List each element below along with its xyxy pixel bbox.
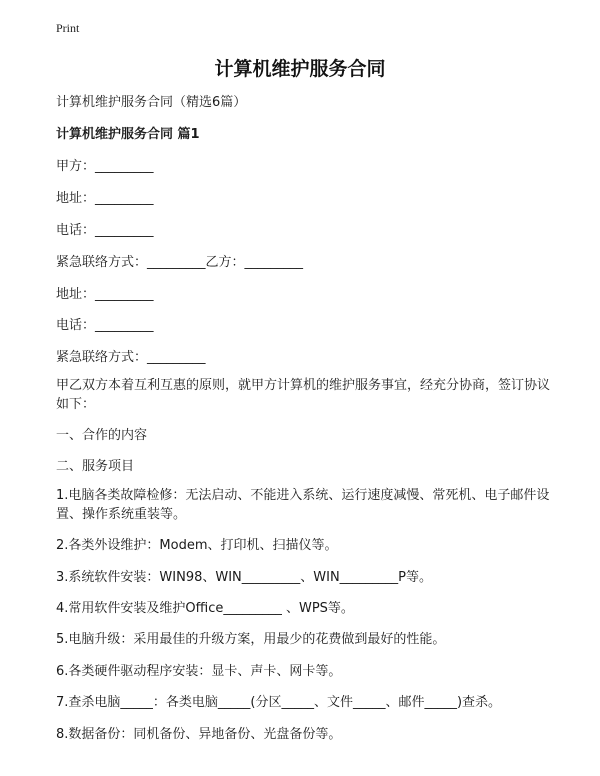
service-item: 4.常用软件安装及维护Office_________ 、WPS等。 — [56, 601, 354, 616]
clause-cooperation-content: 一、合作的内容 — [56, 428, 148, 443]
print-link[interactable]: Print — [56, 21, 80, 35]
party-b-emergency: 紧急联络方式：_________ — [56, 350, 206, 365]
service-item: 2.各类外设维护：Modem、打印机、扫描仪等。 — [56, 538, 338, 553]
service-item: 7.查杀电脑_____：各类电脑_____(分区_____、文件_____、邮件_____)查杀。 — [56, 695, 502, 710]
clause-service-items: 二、服务项目 — [56, 459, 135, 474]
party-b-address: 地址：_________ — [56, 287, 154, 302]
intro-paragraph: 甲乙双方本着互利互惠的原则，就甲方计算机的维护服务事宜，经充分协商，签订协议如下： — [56, 378, 551, 412]
party-a-emergency-and-party-b: 紧急联络方式：_________乙方：_________ — [56, 255, 304, 270]
document-subtitle: 计算机维护服务合同（精选6篇） — [56, 95, 247, 110]
party-a-name: 甲方：_________ — [56, 159, 154, 174]
party-b-phone: 电话：_________ — [56, 318, 154, 333]
service-item: 1.电脑各类故障检修：无法启动、不能进入系统、运行速度减慢、常死机、电子邮件设置、操作系统重装等。 — [56, 488, 550, 522]
party-a-address: 地址：_________ — [56, 191, 154, 206]
section-heading: 计算机维护服务合同 篇1 — [56, 127, 200, 142]
party-a-phone: 电话：_________ — [56, 223, 154, 238]
service-item: 3.系统软件安装：WIN98、WIN_________、WIN_________P等。 — [56, 570, 433, 585]
service-item: 5.电脑升级：采用最佳的升级方案，用最少的花费做到最好的性能。 — [56, 632, 446, 647]
document-title: 计算机维护服务合同 — [214, 58, 386, 80]
service-item: 8.数据备份：同机备份、异地备份、光盘备份等。 — [56, 727, 342, 742]
service-item: 6.各类硬件驱动程序安装：显卡、声卡、网卡等。 — [56, 664, 342, 679]
